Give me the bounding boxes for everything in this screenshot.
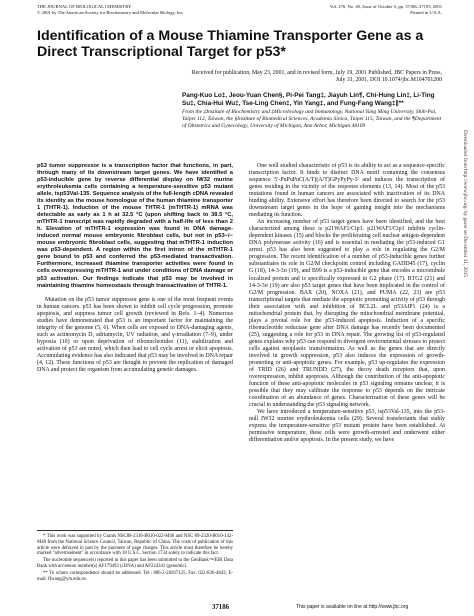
availability-note: This paper is available on line at http://www.jbc.org <box>296 604 409 610</box>
copyright-line: © 2001 by The American Society for Biochemistry and Molecular Biology, Inc. <box>37 9 184 15</box>
footnote-genbank: The nucleotide sequence(s) reported in this paper has been submitted to the GenBank™/EBI Data Bank with accession number(s) AF179493 (cDNA) and AF224341 (genomic). <box>37 558 233 569</box>
body-paragraph: One well studied characteristic of p53 is its ability to act as a sequence-specific transcription factor. It binds to distinct DNA motif containing the consensus sequence 5′-PuPuPuC(A/T)(A/T)GPyPyPy-3′ and induces the transcription of genes residing in the vicinity of the response elements (13, 14). Most of the p53 mutations found in human cancers are associated with inactivation of its DNA binding ability. Extensive effort has therefore been directed to search for the p53 downstream target genes in the hope of gaining insight into the mechanisms mediating its function. <box>249 163 445 219</box>
journal-name: THE JOURNAL OF BIOLOGICAL CHEMISTRY <box>37 4 132 9</box>
left-body <box>37 297 233 374</box>
abstract: p53 tumor suppressor is a transcription factor that functions, in part, through many of its downstream target genes. We have identified a p53-inducible gene by reverse differential display on IW32 murine erythroleukemia cells containing a temperature-sensitive p53 mutant allele, tsp53Val-135. Sequence analysis of the full-length cDNA revealed its identity as the mouse homologue of the human thiamine transporter 1 (THTR-1). Induction of the mouse THTR-1 (mTHTR-1) mRNA was detectable as early as 1 h at 32.5 °C (upon shifting back to 38.5 °C, mTHTR-1 transcript was rapidly degraded with a half-life of less than 2 h. Elevation of mTHTR-1 expression was found in DNA damage-induced normal mouse embryonic fibroblast cells, but not in p53−/− mouse embryonic fibroblast cells, suggesting that mTHTR-1 induction was p53-dependent. A region within the first intron of the mTHTR-1 gene bound to p53 and conferred the p53-mediated transactivation. Furthermore, increased thiamine transporter activities were found in cells overexpressing mTHTR-1 and under conditions of DNA damage or p53 activation. Our findings indicate that p53 may be involved in maintaining thiamine homeostasis through transactivation of THTR-1. <box>37 163 233 289</box>
received-dates: Received for publication, May 23, 2001, and in revised form, July 19, 2001 Published, JBC Papers in Press, July 31, 2001, DOI 10.1074/jbc.M104701200 <box>191 70 442 83</box>
body-paragraph: We have introduced a temperature-sensitive p53, tsp53Val-135, into the p53-null IW32 murine erythroleukemia cells (29). Several transfectants that stably express the temperature-sensitive p53 mutant protein have been established. At permissive temperature, these cells were growth-arrested and underwent either differentiation and/or apoptosis. In the present study, we have <box>249 409 445 444</box>
printed-in: Printed in U.S.A. <box>410 9 442 15</box>
body-paragraph: Mutation on the p53 tumor suppressor gene is one of the most frequent events in human cancers. p53 has been shown to inhibit cell cycle progression, promote apoptosis, and suppress tumor cell growth (reviewed in Refs. 1–4). Numerous studies have demonstrated that p53 is an important factor for maintaining the integrity of the genome (5, 6). When cells are exposed to DNA-damaging agents, such as actinomycin D, adriamycin, UV radiation, and γ-irradiation (7–9), under hypoxia (10) or upon deprivation of ribonucleotides (11), stabilization and activation of p53 are noted, which then lead to cell cycle arrest or elicit apoptosis. Accumulating evidence has also indicated that p53 may be involved in DNA repair (4, 12). These functions of p53 are thought to prevent the replication of damaged DNA and protect the organism from accumulating genetic damages. <box>37 296 233 373</box>
left-column <box>37 163 233 374</box>
right-column <box>249 163 445 444</box>
footnotes <box>37 530 233 583</box>
affiliations: From the ‡Institute of Biochemistry and ‡Microbiology and Immunology, National Yang Ming University, Shih-Pai, Taipei 112, Taiwan, the §Institute of Biomedical Sciences, Academia Sinica, Taipei 115, Taiwan, and the ¶Department of Obstetrics and Gynecology, University of Michigan, Ann Arbor, Michigan 48109 <box>182 109 442 129</box>
footnote-funding: * This work was supported by Grants NSC88-2316-B010-022-M46 and NSC 89-2320-B010-142-M46 from the National Science Council, Taiwan, Republic of China. The costs of publication of this article were defrayed in part by the payment of page charges. This article must therefore be hereby marked "advertisement" in accordance with 18 U.S.C. Section 1734 solely to indicate this fact. <box>37 534 233 557</box>
footnote-correspondence: ** To whom correspondence should be addressed. Tel.: 886-2-28267125; Fax: 022-826-4843; E-mail: ffwang@ym.edu.tw. <box>37 570 233 582</box>
article-title: Identification of a Mouse Thiamine Transporter Gene as a Direct Transcriptional Target for p53* <box>37 28 424 60</box>
body-paragraph: An increasing number of p53 target genes have been identified, and the best characterized among these is p21WAF1/Cip1. p21WAF1/Cip1 inhibits cyclin-dependent kinases (15) and blocks the proliferating cell nuclear antigen-dependent DNA polymerase activity (16) and is essential in mediating the p53-induced G1 arrest. p53 has also been suggested to play a role in regulating the G2/M progression. The recent identification of a number of p53-inducible genes further substantiates its role in G2/M checkpoint control including GADD45 (17), cyclin G (18), 14-3-3σ (19), and B99 is a p53-inducible gene that encodes a microtubule localized protein and is specifically expressed in G2 phase (17). BTG2 (21) and 14-3-3σ (19) are also p53 target genes that have been implicated in the control of G2/M progression. BAX (20), NOXA (21), and PUMA (22, 23) are p53 transcriptional targets that mediate the apoptotic promoting activity of p53 through their association with and inhibition of BCL2L and p53AIP1 (24) is a mitochondrial protein that, by disrupting the mitochondrial membrane potential, plays a pivotal role for the p53-induced apoptosis. Induction of a specific ribonucleotide reductase gene after DNA damage has recently been documented (25), suggesting a role for p53 in DNA repair. The growing list of p53-regulated genes explains why p53 can respond to divergent environmental stresses to protect cells against neoplastic transformation. As well as the genes that are directly involved in growth suppression, p53 also induces the expression of growth-promoting or anti-apoptotic genes. For example, p53 up-regulates the expression of TRID (26) and TRUNDD (27), the decoy death receptors that, upon overexpression, inhibit apoptosis. Although the contribution of the anti-apoptotic function of these anti-apoptotic molecules in p53 signaling remains unclear, it is possible that they may calibrate the response to p53 depends on the intricate coordination of an abundance of genes. Characterization of these genes will be crucial in understanding the p53 signaling network. <box>249 219 445 409</box>
author-list: Pang-Kuo Lo‡, Jeou-Yuan Chen§, Pi-Pei Tang‡, Jiayuh Lin¶, Chi-Hung Lin‡, Li-Ting Su‡, Chia-Hui Wu‡, Tse-Ling Chen‡, Yin Yang‡, and Fung-Fang Wang‡∥** <box>182 92 435 107</box>
page-number: 37186 <box>212 604 229 611</box>
volume-issue: Vol. 276, No. 40, Issue of October 5, pp. 37186–37193, 2001 <box>329 4 442 9</box>
download-note[interactable]: Downloaded from http://www.jbc.org/ by guest on December 31, 2015 <box>462 130 468 277</box>
journal-header-right <box>330 4 442 15</box>
journal-header-left <box>37 4 184 15</box>
download-sidebar <box>462 130 470 550</box>
